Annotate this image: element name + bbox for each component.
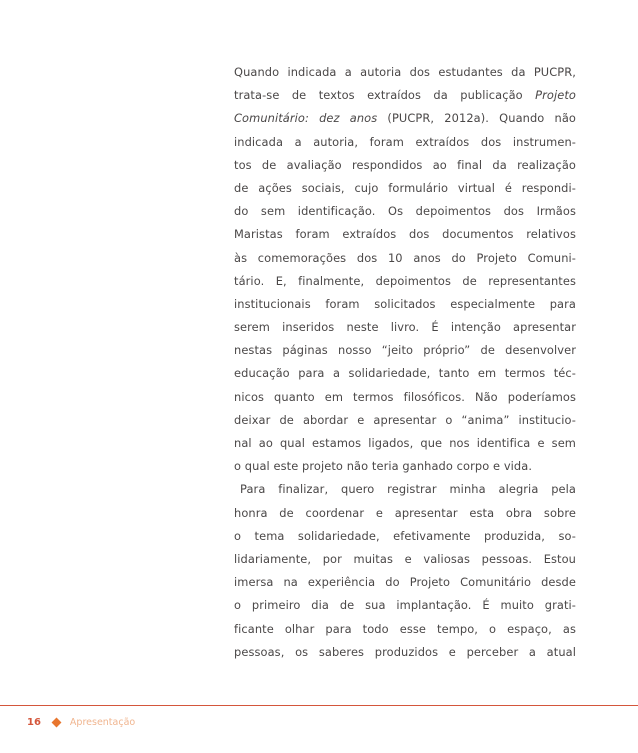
text-line: o qual este projeto não teria ganhado corpo e vida.	[234, 459, 533, 474]
page-footer	[27, 715, 135, 729]
text-line: tos de avaliação respondidos ao final da realização	[234, 157, 576, 172]
text-line: pessoas, os saberes produzidos e perceber a atual	[234, 644, 576, 659]
text-line: institucionais foram solicitados especialmente para	[234, 296, 576, 311]
text-line: Maristas foram extraídos dos documentos relativos	[234, 227, 576, 242]
text-line: trata-se de textos extraídos da publicação Projeto	[234, 88, 576, 103]
text-line: imersa na experiência do Projeto Comunitário desde	[234, 575, 576, 590]
diamond-icon	[51, 717, 61, 727]
text-line: indicada a autoria, foram extraídos dos instrumen-	[234, 134, 576, 149]
text-line: do sem identificação. Os depoimentos dos Irmãos	[234, 204, 576, 219]
text-line: o tema solidariedade, efetivamente produzida, so-	[234, 528, 576, 543]
text-line: tário. E, finalmente, depoimentos de representantes	[234, 273, 576, 288]
paragraph-start-line: Para finalizar, quero registrar minha alegria pela	[240, 482, 576, 497]
text-line: serem inseridos neste livro. É intenção apresentar	[234, 320, 576, 335]
text-line: honra de coordenar e apresentar esta obra sobre	[234, 505, 576, 520]
text-line: educação para a solidariedade, tanto em termos téc-	[234, 366, 576, 381]
text-line: nal ao qual estamos ligados, que nos identifica e sem	[234, 436, 576, 450]
text-line: Comunitário: dez anos (PUCPR, 2012a). Quando não	[234, 111, 576, 126]
text-line: às comemorações dos 10 anos do Projeto Comuni-	[234, 250, 576, 265]
publication-title: Projeto	[535, 88, 576, 103]
page-number: 16	[27, 716, 41, 728]
text-line: deixar de abordar e apresentar o “anima” institucio-	[234, 412, 576, 427]
publication-title: Comunitário: dez anos	[234, 111, 378, 126]
text-line: nestas páginas nosso “jeito próprio” de desenvolver	[234, 343, 576, 358]
section-name: Apresentação	[69, 716, 136, 728]
text-line: o primeiro dia de sua implantação. É muito grati-	[234, 598, 576, 613]
footer-divider	[0, 705, 638, 706]
text-line: lidariamente, por muitas e valiosas pessoas. Estou	[234, 551, 576, 566]
text-line: Quando indicada a autoria dos estudantes da PUCPR,	[234, 65, 576, 79]
text-line: ficante olhar para todo esse tempo, o espaço, as	[234, 621, 576, 636]
body-text	[234, 61, 576, 664]
text-line: de ações sociais, cujo formulário virtual é respondi-	[234, 180, 576, 195]
text-line: nicos quanto em termos filosóficos. Não poderíamos	[234, 389, 576, 404]
